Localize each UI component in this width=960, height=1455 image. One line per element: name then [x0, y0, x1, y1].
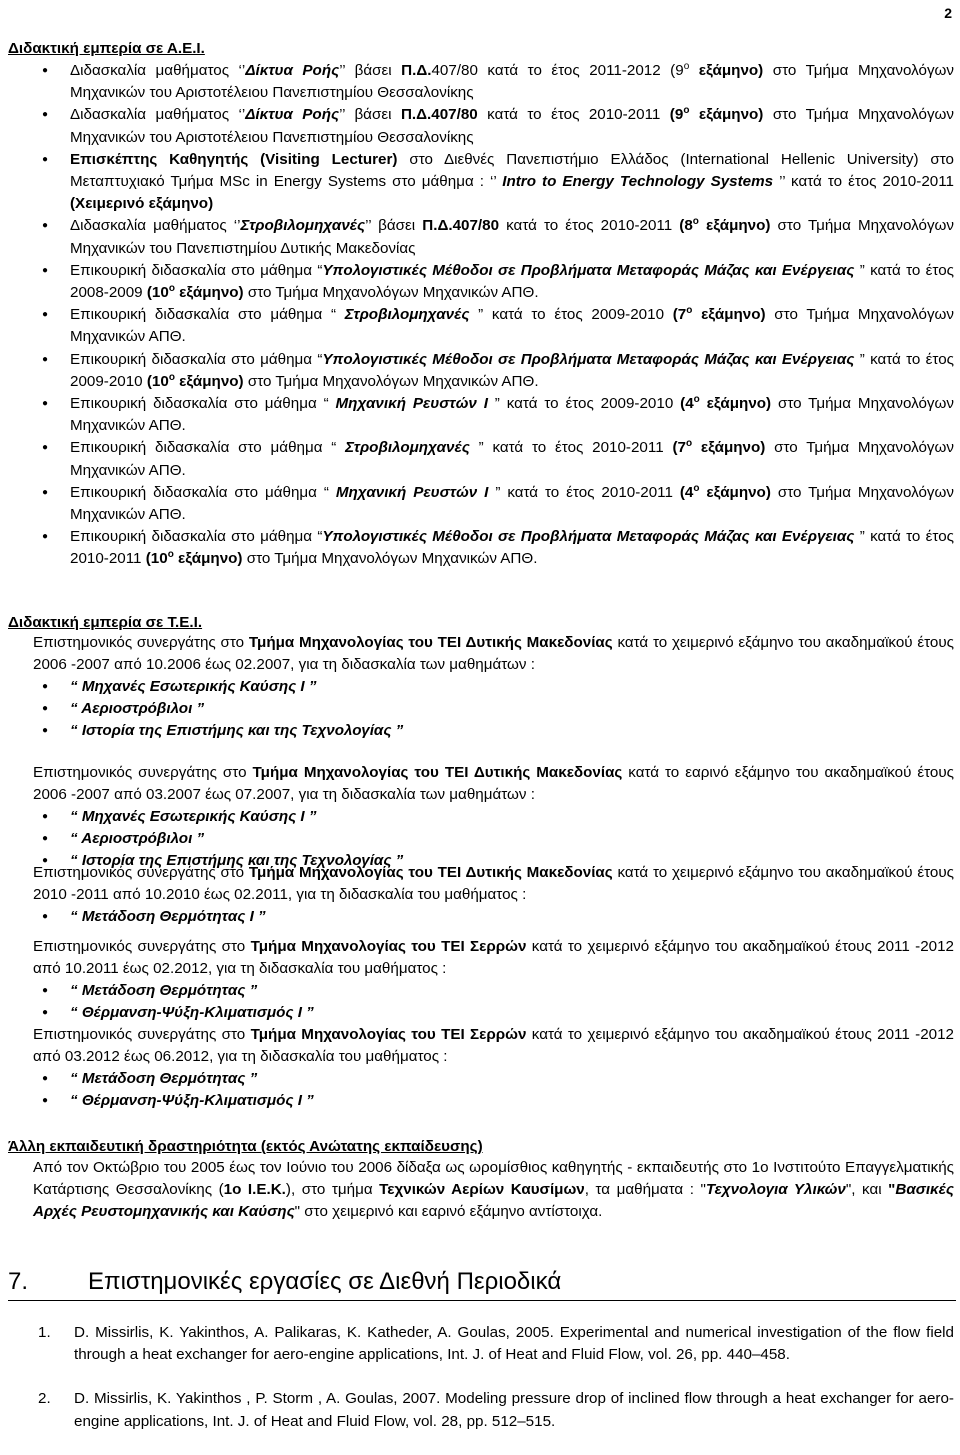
tei-appointment-paragraph: Επιστημονικός συνεργάτης στο Τμήμα Μηχανολογίας του ΤΕΙ Δυτικής Μακεδονίας κατά το εαρινό εξάμηνο του ακαδημαϊκού έτους 2006 -2007 από 03.2007 έως 07.2007, για τη διδασκαλία των μαθημάτων :: [33, 764, 955, 804]
references-list: [8, 1322, 954, 1455]
reference-number: 2.: [38, 1390, 51, 1408]
tei-appointment-paragraph: Επιστημονικός συνεργάτης στο Τμήμα Μηχανολογίας του ΤΕΙ Σερρών κατά το χειμερινό εξάμηνο του ακαδημαϊκού έτους 2011 -2012 από 10.2011 έως 02.2012, για τη διδασκαλία του μαθήματος :: [33, 938, 955, 978]
tei-course-item: ● “ Μετάδοση Θερμότητας Ι ”: [8, 906, 960, 928]
university-teaching-item: ● Διδασκαλία μαθήματος ‘’Δίκτυα Ροής’’ βάσει Π.Δ.407/80 κατά το έτος 2010-2011 ($9^o$ εξάμηνο) στο Τμήμα Μηχανολόγων Μηχανικών του Αριστοτέλειου Πανεπιστημίου Θεσσαλονίκης: [8, 104, 960, 148]
tei-course-list: [8, 1068, 960, 1112]
university-teaching-item: ● Διδασκαλία μαθήματος ‘’Στροβιλομηχανές’’ βάσει Π.Δ.407/80 κατά το έτος 2010-2011 ($8^o$ εξάμηνο) στο Τμήμα Μηχανολόγων Μηχανικών του Πανεπιστημίου Δυτικής Μακεδονίας: [8, 215, 960, 259]
tei-course-item: ● “ Μηχανές Εσωτερικής Καύσης Ι ”: [8, 676, 960, 698]
tei-course-item: ● “ Αεριοστρόβιλοι ”: [8, 698, 960, 720]
section-7-number: 7.: [8, 1268, 29, 1295]
tei-course-item: ● “ Αεριοστρόβιλοι ”: [8, 828, 960, 850]
tei-course-list: [8, 980, 960, 1024]
tei-course-item: ● “ Μετάδοση Θερμότητας ”: [8, 1068, 960, 1090]
university-teaching-item: ● Επικουρική διδασκαλία στο μάθημα “ Μηχανική Ρευστών Ι ” κατά το έτος 2009-2010 ($4^o$ εξάμηνο) στο Τμήμα Μηχανολόγων Μηχανικών ΑΠΘ.: [8, 393, 960, 437]
section-heading-tei: Διδακτική εμπερία σε Τ.Ε.Ι.: [8, 614, 203, 631]
university-teaching-item: ● Επικουρική διδασκαλία στο μάθημα “Υπολογιστικές Μέθοδοι σε Προβλήματα Μεταφοράς Μάζας και Ενέργειας ” κατά το έτος 2010-2011 ($10^o$ εξάμηνο) στο Τμήμα Μηχανολόγων Μηχανικών ΑΠΘ.: [8, 526, 960, 570]
reference-item: [8, 1388, 954, 1432]
university-teaching-item: ● Επικουρική διδασκαλία στο μάθημα “ Στροβιλομηχανές ” κατά το έτος 2009-2010 ($7^o$ εξάμηνο) στο Τμήμα Μηχανολόγων Μηχανικών ΑΠΘ.: [8, 304, 960, 348]
tei-appointment-paragraph: Επιστημονικός συνεργάτης στο Τμήμα Μηχανολογίας του ΤΕΙ Δυτικής Μακεδονίας κατά το χειμερινό εξάμηνο του ακαδημαϊκού έτους 2010 -2011 από 10.2010 έως 02.2011, για τη διδασκαλία του μαθήματος :: [33, 864, 954, 904]
tei-appointment-paragraph: Επιστημονικός συνεργάτης στο Τμήμα Μηχανολογίας του ΤΕΙ Σερρών κατά το χειμερινό εξάμηνο του ακαδημαϊκού έτους 2011 -2012 από 03.2012 έως 06.2012, για τη διδασκαλία του μαθήματος :: [33, 1026, 955, 1066]
tei-appointment-paragraph: Επιστημονικός συνεργάτης στο Τμήμα Μηχανολογίας του ΤΕΙ Δυτικής Μακεδονίας κατά το χειμερινό εξάμηνο του ακαδημαϊκού έτους 2006 -2007 από 10.2006 έως 02.2007, για τη διδασκαλία των μαθημάτων :: [33, 634, 954, 674]
tei-course-item: ● “ Θέρμανση-Ψύξη-Κλιματισμός Ι ”: [8, 1002, 960, 1024]
university-teaching-item: ● Επικουρική διδασκαλία στο μάθημα “ Στροβιλομηχανές ” κατά το έτος 2010-2011 ($7^o$ εξάμηνο) στο Τμήμα Μηχανολόγων Μηχανικών ΑΠΘ.: [8, 437, 960, 481]
section-heading-university: Διδακτική εμπερία σε Α.Ε.Ι.: [8, 40, 205, 57]
section-7-heading: [8, 1267, 954, 1297]
university-teaching-item: ● Διδασκαλία μαθήματος ‘’Δίκτυα Ροής’’ βάσει Π.Δ.407/80 κατά το έτος 2011-2012 ($9^o$ εξάμηνο) στο Τμήμα Μηχανολόγων Μηχανικών του Αριστοτέλειου Πανεπιστημίου Θεσσαλονίκης: [8, 60, 960, 104]
tei-course-item: ● “ Θέρμανση-Ψύξη-Κλιματισμός Ι ”: [8, 1090, 960, 1112]
tei-course-item: ● “ Ιστορία της Επιστήμης και της Τεχνολογίας ”: [8, 720, 960, 742]
tei-course-item: ● “ Μηχανές Εσωτερικής Καύσης Ι ”: [8, 806, 960, 828]
tei-course-list: [8, 676, 960, 743]
section-heading-other: Άλλη εκπαιδευτική δραστηριότητα (εκτός Ανώτατης εκπαίδευσης): [8, 1138, 483, 1155]
reference-text: D. Missirlis, K. Yakinthos , P. Storm , A. Goulas, 2007. Modeling pressure drop of inclined flow through a heat exchanger for aero-engine applications, Int. J. of Heat and Fluid Flow, vol. 28, pp. 512–515.: [74, 1390, 954, 1430]
reference-number: 1.: [38, 1324, 51, 1341]
other-teaching-paragraph: Από τον Οκτώβριο του 2005 έως τον Ιούνιο του 2006 δίδαξα ως ωρομίσθιος καθηγητής - εκπαιδευτής στο 1ο Ινστιτούτο Επαγγελματικής Κατάρτισης Θεσσαλονίκης (1ο Ι.Ε.Κ.), στο τμήμα Τεχνικών Αερίων Καυσίμων, τα μαθήματα : "Τεχνολογια Υλικών", και "Βασικές Αρχές Ρευστομηχανικής και Καύσης" στο χειμερινό και εαρινό εξάμηνο αντίστοιχα.: [33, 1159, 954, 1221]
page-number: 2: [944, 5, 952, 21]
university-teaching-item: ● Επικουρική διδασκαλία στο μάθημα “Υπολογιστικές Μέθοδοι σε Προβλήματα Μεταφοράς Μάζας και Ενέργειας ” κατά το έτος 2009-2010 ($10^o$ εξάμηνο) στο Τμήμα Μηχανολόγων Μηχανικών ΑΠΘ.: [8, 349, 960, 393]
university-teaching-item: ● Επικουρική διδασκαλία στο μάθημα “ Μηχανική Ρευστών Ι ” κατά το έτος 2010-2011 ($4^o$ εξάμηνο) στο Τμήμα Μηχανολόγων Μηχανικών ΑΠΘ.: [8, 482, 960, 526]
reference-item: [8, 1322, 954, 1366]
reference-text: D. Missirlis, K. Yakinthos, A. Palikaras, K. Katheder, A. Goulas, 2005. Experimental and numerical investigation of the flow field through a heat exchanger for aero-engine applications, Int. J. of Heat and Fluid Flow, vol. 26, pp. 440–458.: [74, 1324, 954, 1364]
tei-course-item: ● “ Μετάδοση Θερμότητας ”: [8, 980, 960, 1002]
section-7-rule: [8, 1300, 956, 1301]
tei-course-item: ● “ Ιστορία της Επιστήμης και της Τεχνολογίας ”: [8, 850, 960, 872]
university-teaching-item: ● Επικουρική διδασκαλία στο μάθημα “Υπολογιστικές Μέθοδοι σε Προβλήματα Μεταφοράς Μάζας και Ενέργειας ” κατά το έτος 2008-2009 ($10^o$ εξάμηνο) στο Τμήμα Μηχανολόγων Μηχανικών ΑΠΘ.: [8, 260, 960, 304]
tei-course-list: [8, 906, 960, 928]
university-teaching-item: ● Επισκέπτης Καθηγητής (Visiting Lecturer) στο Διεθνές Πανεπιστήμιο Ελλάδος (International Hellenic University) στο Μεταπτυχιακό Τμήμα MSc in Energy Systems στο μάθημα : ‘’ Intro to Energy Technology Systems ’’ κατά το έτος 2010-2011 (Χειμερινό εξάμηνο): [8, 149, 960, 216]
university-teaching-list: [8, 60, 960, 571]
section-7-title: Επιστημονικές εργασίες σε Διεθνή Περιοδικά: [88, 1268, 562, 1295]
